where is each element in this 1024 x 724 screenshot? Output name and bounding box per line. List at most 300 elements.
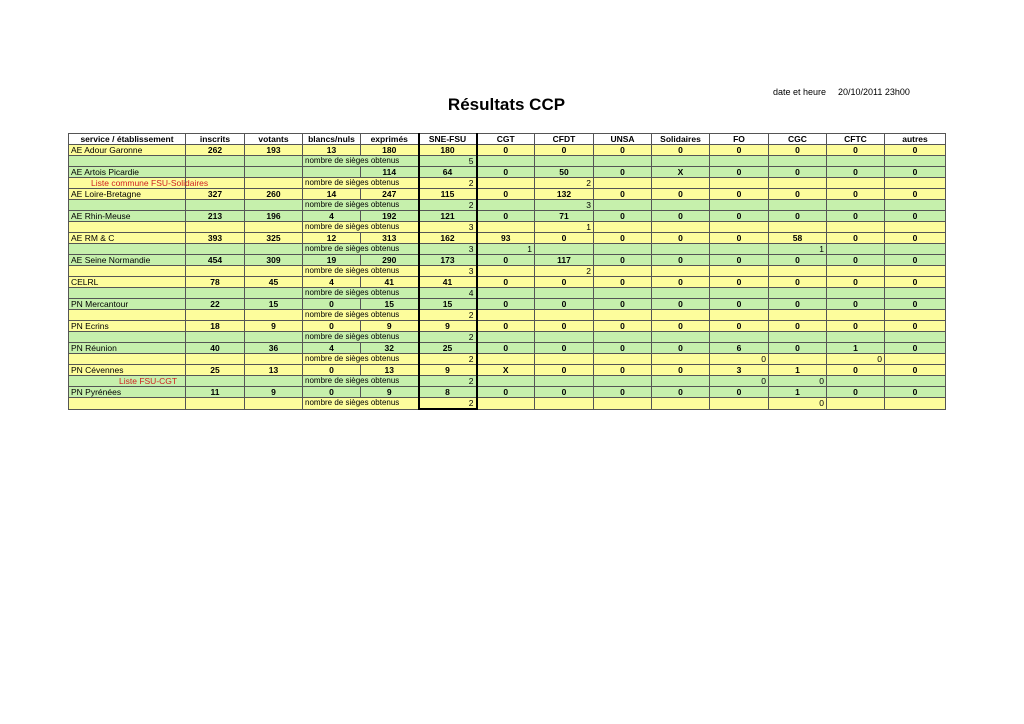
vote-count: 0 <box>594 365 652 376</box>
table-cell <box>245 310 303 321</box>
table-cell: 180 <box>361 145 419 156</box>
vote-count: 64 <box>419 167 477 178</box>
vote-count: 0 <box>885 233 946 244</box>
table-cell <box>186 332 245 343</box>
seats-row <box>69 266 946 277</box>
vote-count: 0 <box>769 189 827 200</box>
table-cell <box>186 310 245 321</box>
vote-count: 0 <box>885 189 946 200</box>
seat-count <box>652 310 710 321</box>
column-header: inscrits <box>186 134 245 145</box>
table-cell: 309 <box>245 255 303 266</box>
column-header: SNE-FSU <box>419 134 477 145</box>
table-cell <box>245 398 303 410</box>
table-cell <box>186 266 245 277</box>
seat-count <box>710 266 769 277</box>
vote-count: 0 <box>885 255 946 266</box>
establishment-name: PN Mercantour <box>69 299 186 310</box>
seat-count <box>594 200 652 211</box>
seat-count <box>594 156 652 167</box>
seat-count <box>885 376 946 387</box>
seat-count <box>885 398 946 410</box>
seat-count <box>710 244 769 255</box>
vote-count: 173 <box>419 255 477 266</box>
table-row <box>69 321 946 332</box>
seats-row <box>69 222 946 233</box>
vote-count: 0 <box>885 277 946 288</box>
establishment-name: PN Ecrins <box>69 321 186 332</box>
seats-label: nombre de sièges obtenus <box>303 178 419 189</box>
vote-count: 0 <box>594 211 652 222</box>
seats-label: nombre de sièges obtenus <box>303 376 419 387</box>
seat-count: 0 <box>769 398 827 410</box>
seat-count <box>885 354 946 365</box>
table-cell: 9 <box>361 387 419 398</box>
table-cell: 114 <box>361 167 419 178</box>
seat-count: 1 <box>769 244 827 255</box>
table-row <box>69 233 946 244</box>
vote-count: 0 <box>652 321 710 332</box>
vote-count: 0 <box>827 321 885 332</box>
table-cell: 262 <box>186 145 245 156</box>
vote-count: 1 <box>769 365 827 376</box>
seat-count <box>535 398 594 410</box>
column-header: Solidaires <box>652 134 710 145</box>
seat-count <box>594 288 652 299</box>
vote-count: 0 <box>594 343 652 354</box>
table-row <box>69 387 946 398</box>
seat-count <box>710 332 769 343</box>
seat-count: 0 <box>710 354 769 365</box>
vote-count: 0 <box>885 387 946 398</box>
table-cell: 454 <box>186 255 245 266</box>
table-row <box>69 189 946 200</box>
seat-count: 2 <box>419 332 477 343</box>
seat-count <box>885 222 946 233</box>
vote-count: 15 <box>419 299 477 310</box>
vote-count: 0 <box>652 343 710 354</box>
table-cell: 9 <box>245 387 303 398</box>
seat-count <box>710 156 769 167</box>
vote-count: 9 <box>419 321 477 332</box>
vote-count: 0 <box>769 277 827 288</box>
vote-count: 0 <box>827 233 885 244</box>
seat-count <box>885 288 946 299</box>
seat-count <box>535 288 594 299</box>
results-table <box>68 133 946 410</box>
seat-count <box>535 310 594 321</box>
vote-count: 3 <box>710 365 769 376</box>
seat-count <box>827 398 885 410</box>
table-cell: 36 <box>245 343 303 354</box>
seats-row <box>69 200 946 211</box>
vote-count: 0 <box>477 321 535 332</box>
column-header: blancs/nuls <box>303 134 361 145</box>
seat-count: 2 <box>535 178 594 189</box>
table-cell: 13 <box>303 145 361 156</box>
vote-count: 6 <box>710 343 769 354</box>
seat-count: 0 <box>769 376 827 387</box>
establishment-name: AE Seine Normandie <box>69 255 186 266</box>
establishment-name: PN Pyrénées <box>69 387 186 398</box>
vote-count: 0 <box>477 255 535 266</box>
vote-count: 0 <box>652 255 710 266</box>
establishment-name: AE Rhin-Meuse <box>69 211 186 222</box>
vote-count: 0 <box>710 167 769 178</box>
seat-count <box>827 376 885 387</box>
seat-count <box>769 332 827 343</box>
vote-count: 0 <box>710 299 769 310</box>
vote-count: 1 <box>769 387 827 398</box>
column-header: UNSA <box>594 134 652 145</box>
seat-count: 0 <box>827 354 885 365</box>
table-cell: 13 <box>245 365 303 376</box>
vote-count: 8 <box>419 387 477 398</box>
list-note <box>69 244 186 255</box>
table-cell: 9 <box>361 321 419 332</box>
vote-count: 0 <box>827 211 885 222</box>
date-label: date et heure <box>773 87 827 97</box>
seat-count: 2 <box>419 310 477 321</box>
vote-count: 0 <box>652 233 710 244</box>
seat-count <box>885 332 946 343</box>
table-cell <box>245 200 303 211</box>
table-row <box>69 299 946 310</box>
seat-count <box>710 398 769 410</box>
table-cell: 313 <box>361 233 419 244</box>
vote-count: 0 <box>652 189 710 200</box>
vote-count: 25 <box>419 343 477 354</box>
seat-count <box>652 222 710 233</box>
seat-count: 0 <box>710 376 769 387</box>
vote-count: 93 <box>477 233 535 244</box>
table-cell: 325 <box>245 233 303 244</box>
seat-count: 2 <box>419 376 477 387</box>
seat-count <box>769 200 827 211</box>
seat-count <box>594 398 652 410</box>
seat-count: 3 <box>419 222 477 233</box>
seats-row <box>69 310 946 321</box>
table-cell: 327 <box>186 189 245 200</box>
seat-count: 3 <box>535 200 594 211</box>
table-cell <box>245 376 303 387</box>
seat-count <box>652 200 710 211</box>
column-header: CFDT <box>535 134 594 145</box>
vote-count: 132 <box>535 189 594 200</box>
seats-label: nombre de sièges obtenus <box>303 310 419 321</box>
vote-count: 0 <box>652 211 710 222</box>
seat-count <box>652 376 710 387</box>
table-cell: 247 <box>361 189 419 200</box>
seat-count <box>594 222 652 233</box>
seat-count <box>827 156 885 167</box>
table-cell <box>245 332 303 343</box>
vote-count: 71 <box>535 211 594 222</box>
seats-label: nombre de sièges obtenus <box>303 354 419 365</box>
seat-count <box>710 310 769 321</box>
vote-count: 0 <box>535 321 594 332</box>
vote-count: 0 <box>710 145 769 156</box>
seat-count <box>769 156 827 167</box>
vote-count: 1 <box>827 343 885 354</box>
table-cell: 22 <box>186 299 245 310</box>
table-cell: 18 <box>186 321 245 332</box>
seats-label: nombre de sièges obtenus <box>303 332 419 343</box>
seat-count <box>535 332 594 343</box>
seat-count <box>710 178 769 189</box>
seat-count <box>594 178 652 189</box>
vote-count: 0 <box>594 299 652 310</box>
column-header: autres <box>885 134 946 145</box>
vote-count: 0 <box>652 145 710 156</box>
column-header: exprimés <box>361 134 419 145</box>
seat-count: 3 <box>419 244 477 255</box>
seat-count: 1 <box>535 222 594 233</box>
table-cell: 213 <box>186 211 245 222</box>
seat-count <box>594 266 652 277</box>
seat-count <box>594 332 652 343</box>
list-note <box>69 156 186 167</box>
vote-count: 9 <box>419 365 477 376</box>
column-header: CGT <box>477 134 535 145</box>
seats-label: nombre de sièges obtenus <box>303 266 419 277</box>
table-cell <box>186 156 245 167</box>
vote-count: 0 <box>535 343 594 354</box>
column-header: votants <box>245 134 303 145</box>
seat-count <box>477 376 535 387</box>
establishment-name: CELRL <box>69 277 186 288</box>
table-row <box>69 211 946 222</box>
table-row <box>69 343 946 354</box>
vote-count: 0 <box>710 321 769 332</box>
list-note <box>69 310 186 321</box>
table-row <box>69 277 946 288</box>
vote-count: 0 <box>535 365 594 376</box>
seat-count: 2 <box>419 398 477 410</box>
list-note <box>69 288 186 299</box>
vote-count: 162 <box>419 233 477 244</box>
seat-count: 3 <box>419 266 477 277</box>
table-cell: 13 <box>361 365 419 376</box>
establishment-name: PN Réunion <box>69 343 186 354</box>
seats-label: nombre de sièges obtenus <box>303 200 419 211</box>
vote-count: 0 <box>827 387 885 398</box>
table-cell <box>186 167 245 178</box>
vote-count: 0 <box>885 211 946 222</box>
seat-count <box>827 288 885 299</box>
vote-count: 0 <box>535 387 594 398</box>
vote-count: 0 <box>827 167 885 178</box>
table-cell <box>245 178 303 189</box>
seat-count <box>477 222 535 233</box>
table-cell: 4 <box>303 211 361 222</box>
vote-count: 0 <box>652 299 710 310</box>
vote-count: 50 <box>535 167 594 178</box>
seat-count <box>827 266 885 277</box>
seat-count <box>885 266 946 277</box>
seat-count: 1 <box>477 244 535 255</box>
table-cell: 40 <box>186 343 245 354</box>
vote-count: X <box>652 167 710 178</box>
seat-count <box>652 156 710 167</box>
seat-count <box>827 222 885 233</box>
seat-count <box>885 244 946 255</box>
seat-count <box>477 310 535 321</box>
table-cell: 19 <box>303 255 361 266</box>
seats-label: nombre de sièges obtenus <box>303 222 419 233</box>
seat-count <box>710 288 769 299</box>
table-cell <box>245 167 303 178</box>
list-note <box>69 266 186 277</box>
vote-count: 0 <box>885 365 946 376</box>
table-cell: 15 <box>361 299 419 310</box>
vote-count: 0 <box>827 145 885 156</box>
seat-count <box>769 354 827 365</box>
vote-count: 0 <box>594 145 652 156</box>
vote-count: 0 <box>594 277 652 288</box>
seat-count: 4 <box>419 288 477 299</box>
seats-row <box>69 376 946 387</box>
vote-count: 0 <box>827 255 885 266</box>
column-header: FO <box>710 134 769 145</box>
vote-count: 0 <box>827 299 885 310</box>
vote-count: 0 <box>594 167 652 178</box>
seat-count <box>827 200 885 211</box>
table-cell <box>303 167 361 178</box>
list-note <box>69 398 186 410</box>
vote-count: 0 <box>710 211 769 222</box>
vote-count: 0 <box>477 387 535 398</box>
table-cell: 11 <box>186 387 245 398</box>
vote-count: 0 <box>535 299 594 310</box>
vote-count: 41 <box>419 277 477 288</box>
seat-count <box>769 288 827 299</box>
seats-row <box>69 288 946 299</box>
table-cell <box>245 222 303 233</box>
table-cell: 9 <box>245 321 303 332</box>
table-cell: 260 <box>245 189 303 200</box>
seat-count <box>652 332 710 343</box>
list-note <box>69 332 186 343</box>
seat-count <box>827 310 885 321</box>
vote-count: 0 <box>535 233 594 244</box>
seats-row <box>69 156 946 167</box>
table-cell <box>245 244 303 255</box>
vote-count: 0 <box>652 387 710 398</box>
table-cell <box>186 354 245 365</box>
vote-count: 0 <box>535 277 594 288</box>
vote-count: 0 <box>769 343 827 354</box>
establishment-name: PN Cévennes <box>69 365 186 376</box>
seat-count <box>477 200 535 211</box>
vote-count: 121 <box>419 211 477 222</box>
vote-count: 0 <box>769 145 827 156</box>
seat-count <box>652 288 710 299</box>
seat-count <box>535 354 594 365</box>
seat-count <box>477 178 535 189</box>
vote-count: 0 <box>477 299 535 310</box>
header-row <box>69 134 946 145</box>
vote-count: 0 <box>710 255 769 266</box>
seat-count <box>477 332 535 343</box>
vote-count: 117 <box>535 255 594 266</box>
seat-count <box>710 222 769 233</box>
seat-count <box>477 288 535 299</box>
table-cell: 41 <box>361 277 419 288</box>
seat-count: 2 <box>535 266 594 277</box>
table-cell: 196 <box>245 211 303 222</box>
table-cell: 192 <box>361 211 419 222</box>
date-value: 20/10/2011 23h00 <box>838 87 910 97</box>
vote-count: 0 <box>477 343 535 354</box>
table-cell <box>245 266 303 277</box>
table-cell: 14 <box>303 189 361 200</box>
vote-count: 0 <box>477 167 535 178</box>
table-cell: 4 <box>303 277 361 288</box>
seat-count <box>594 354 652 365</box>
list-note: Liste commune FSU-Solidaires <box>69 178 186 189</box>
seats-row <box>69 354 946 365</box>
vote-count: 0 <box>710 277 769 288</box>
list-note: Liste FSU-CGT <box>69 376 186 387</box>
vote-count: 0 <box>594 321 652 332</box>
table-cell <box>186 244 245 255</box>
vote-count: 0 <box>769 167 827 178</box>
table-cell: 290 <box>361 255 419 266</box>
table-cell <box>186 200 245 211</box>
vote-count: X <box>477 365 535 376</box>
vote-count: 115 <box>419 189 477 200</box>
vote-count: 0 <box>885 321 946 332</box>
vote-count: 0 <box>827 277 885 288</box>
seats-row <box>69 244 946 255</box>
vote-count: 0 <box>885 299 946 310</box>
vote-count: 0 <box>652 277 710 288</box>
table-cell: 0 <box>303 299 361 310</box>
vote-count: 0 <box>827 365 885 376</box>
seat-count <box>769 310 827 321</box>
seat-count <box>477 354 535 365</box>
vote-count: 0 <box>769 255 827 266</box>
seat-count <box>535 156 594 167</box>
table-row <box>69 255 946 266</box>
seat-count <box>594 310 652 321</box>
seat-count <box>594 244 652 255</box>
table-row <box>69 145 946 156</box>
seat-count <box>652 266 710 277</box>
vote-count: 0 <box>885 167 946 178</box>
seat-count <box>885 156 946 167</box>
seat-count <box>769 222 827 233</box>
seat-count <box>885 178 946 189</box>
vote-count: 0 <box>769 211 827 222</box>
seat-count <box>885 200 946 211</box>
vote-count: 0 <box>652 365 710 376</box>
seat-count <box>477 398 535 410</box>
vote-count: 0 <box>827 189 885 200</box>
seat-count <box>769 266 827 277</box>
table-cell <box>245 156 303 167</box>
seat-count <box>769 178 827 189</box>
seat-count <box>477 266 535 277</box>
seat-count <box>710 200 769 211</box>
list-note <box>69 222 186 233</box>
establishment-name: AE RM & C <box>69 233 186 244</box>
seat-count <box>594 376 652 387</box>
table-cell: 393 <box>186 233 245 244</box>
vote-count: 0 <box>477 211 535 222</box>
table-cell: 4 <box>303 343 361 354</box>
